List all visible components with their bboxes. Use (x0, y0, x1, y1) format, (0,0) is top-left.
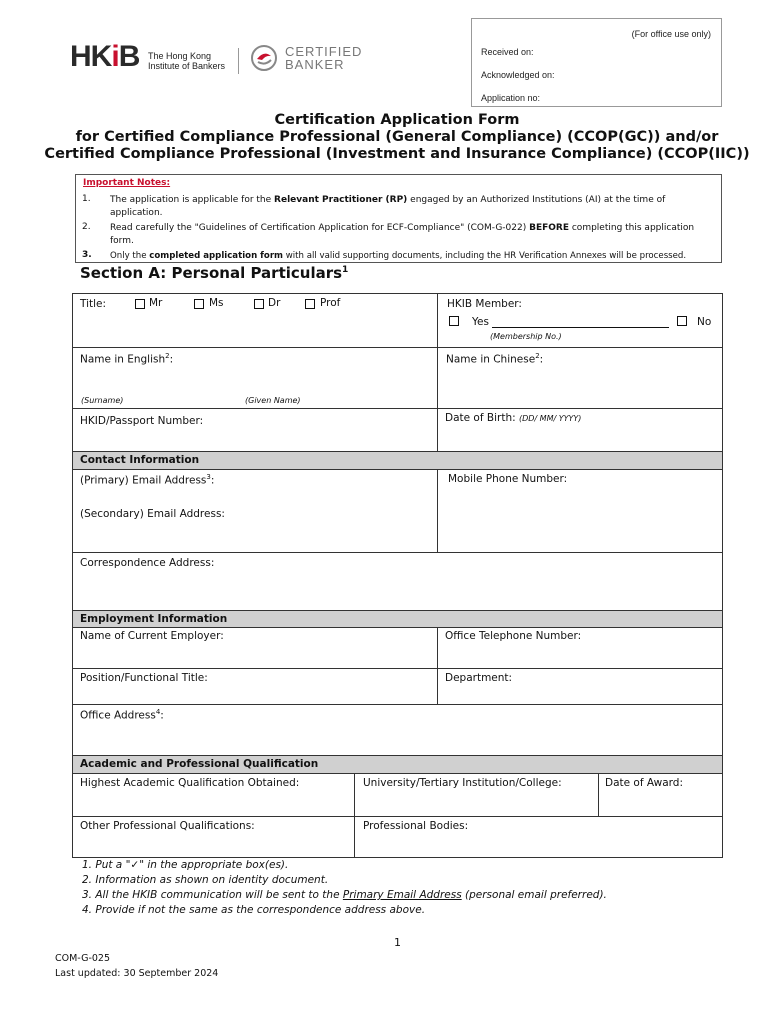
primary-email-label: (Primary) Email Address$^3$: (80, 473, 215, 487)
checkbox-prof[interactable] (305, 299, 315, 309)
employment-info-header: Employment Information (72, 610, 723, 628)
highest-qual-label: Highest Academic Qualification Obtained: (80, 777, 300, 789)
name-chinese-label: Name in Chinese$^2$: (446, 352, 544, 366)
contact-info-header: Contact Information (72, 451, 723, 470)
dob-label: Date of Birth: (DD/ MM/ YYYY) (445, 412, 582, 424)
office-address-label: Office Address$^4$: (80, 708, 164, 722)
section-a-title: Section A: Personal Particulars$^1$ (80, 264, 349, 282)
footnote-3: 3. All the HKIB communication will be sent to the Primary Email Address (personal email preferred). (82, 889, 607, 901)
academic-header: Academic and Professional Qualification (72, 755, 723, 774)
title-label: Title: (80, 298, 107, 310)
salutation-dr: Dr (268, 297, 281, 309)
hkib-org-name (148, 51, 225, 71)
doc-code: COM-G-025 (55, 953, 111, 964)
note-text: The application is applicable for the Relevant Practitioner (RP) engaged by an Authorized Institutions (AI) at the time of application. (110, 195, 666, 218)
university-label: University/Tertiary Institution/College: (363, 777, 562, 789)
correspondence-label: Correspondence Address: (80, 557, 215, 569)
checkbox-ms[interactable] (194, 299, 204, 309)
office-use-box (471, 18, 722, 107)
form-subtitle-2: Certified Compliance Professional (Investment and Insurance Compliance) (CCOP(IIC)) (44, 146, 750, 162)
application-no-label: Application no: (481, 93, 541, 103)
checkbox-yes[interactable] (449, 316, 459, 326)
footnote-1: 1. Put a "✓" in the appropriate box(es). (82, 859, 289, 871)
secondary-email-label: (Secondary) Email Address: (80, 508, 225, 520)
membership-no-field[interactable] (492, 327, 669, 328)
salutation-prof: Prof (320, 297, 341, 309)
footnote-2: 2. Information as shown on identity document. (82, 874, 329, 886)
checkbox-dr[interactable] (254, 299, 264, 309)
footnote-4: 4. Provide if not the same as the correspondence address above. (82, 904, 426, 916)
given-name-hint: (Given Name) (245, 396, 301, 405)
hkib-logo: HKiB (70, 40, 140, 73)
name-english-label: Name in English$^2$: (80, 352, 174, 366)
employer-label: Name of Current Employer: (80, 630, 224, 642)
note-number: 3. (82, 250, 92, 260)
yes-label: Yes (472, 316, 489, 328)
salutation-mr: Mr (149, 297, 163, 309)
certified-banker-wordmark (285, 45, 362, 71)
date-award-label: Date of Award: (605, 777, 684, 789)
mobile-label: Mobile Phone Number: (448, 473, 568, 485)
note-number: 1. (82, 194, 91, 204)
acknowledged-on-label: Acknowledged on: (481, 70, 555, 80)
certified-banker-emblem-icon (250, 44, 278, 72)
no-label: No (697, 316, 712, 328)
prof-bodies-label: Professional Bodies: (363, 820, 469, 832)
department-label: Department: (445, 672, 513, 684)
membership-no-hint: (Membership No.) (490, 332, 562, 341)
office-tel-label: Office Telephone Number: (445, 630, 582, 642)
org-line-2: Institute of Bankers (148, 61, 226, 71)
office-address-cell[interactable] (72, 704, 723, 756)
surname-hint: (Surname) (81, 396, 124, 405)
important-notes (75, 174, 722, 263)
notes-heading: Important Notes: (83, 178, 171, 188)
received-on-label: Received on: (481, 47, 534, 57)
note-number: 2. (82, 222, 91, 232)
checkbox-no[interactable] (677, 316, 687, 326)
last-updated: Last updated: 30 September 2024 (55, 968, 219, 979)
hkid-label: HKID/Passport Number: (80, 415, 204, 427)
logo-divider (238, 48, 239, 74)
note-text: Only the completed application form with all valid supporting documents, including the HR Verification Annexes will be processed. (110, 251, 687, 261)
form-subtitle-1: for Certified Compliance Professional (General Compliance) (CCOP(GC)) and/or (75, 129, 719, 145)
hkib-member-label: HKIB Member: (447, 298, 522, 310)
position-label: Position/Functional Title: (80, 672, 208, 684)
salutation-ms: Ms (209, 297, 224, 309)
cert-line-1: CERTIFIED (285, 44, 363, 59)
form-title: Certification Application Form (274, 112, 520, 128)
cert-line-2: BANKER (285, 57, 345, 72)
note-text: Read carefully the "Guidelines of Certification Application for ECF-Compliance" (COM-G-022) BEFORE completing this application form. (110, 223, 695, 246)
checkbox-mr[interactable] (135, 299, 145, 309)
org-line-1: The Hong Kong (148, 51, 212, 61)
office-use-title: (For office use only) (631, 29, 711, 39)
page-number: 1 (394, 936, 401, 949)
other-qual-label: Other Professional Qualifications: (80, 820, 255, 832)
